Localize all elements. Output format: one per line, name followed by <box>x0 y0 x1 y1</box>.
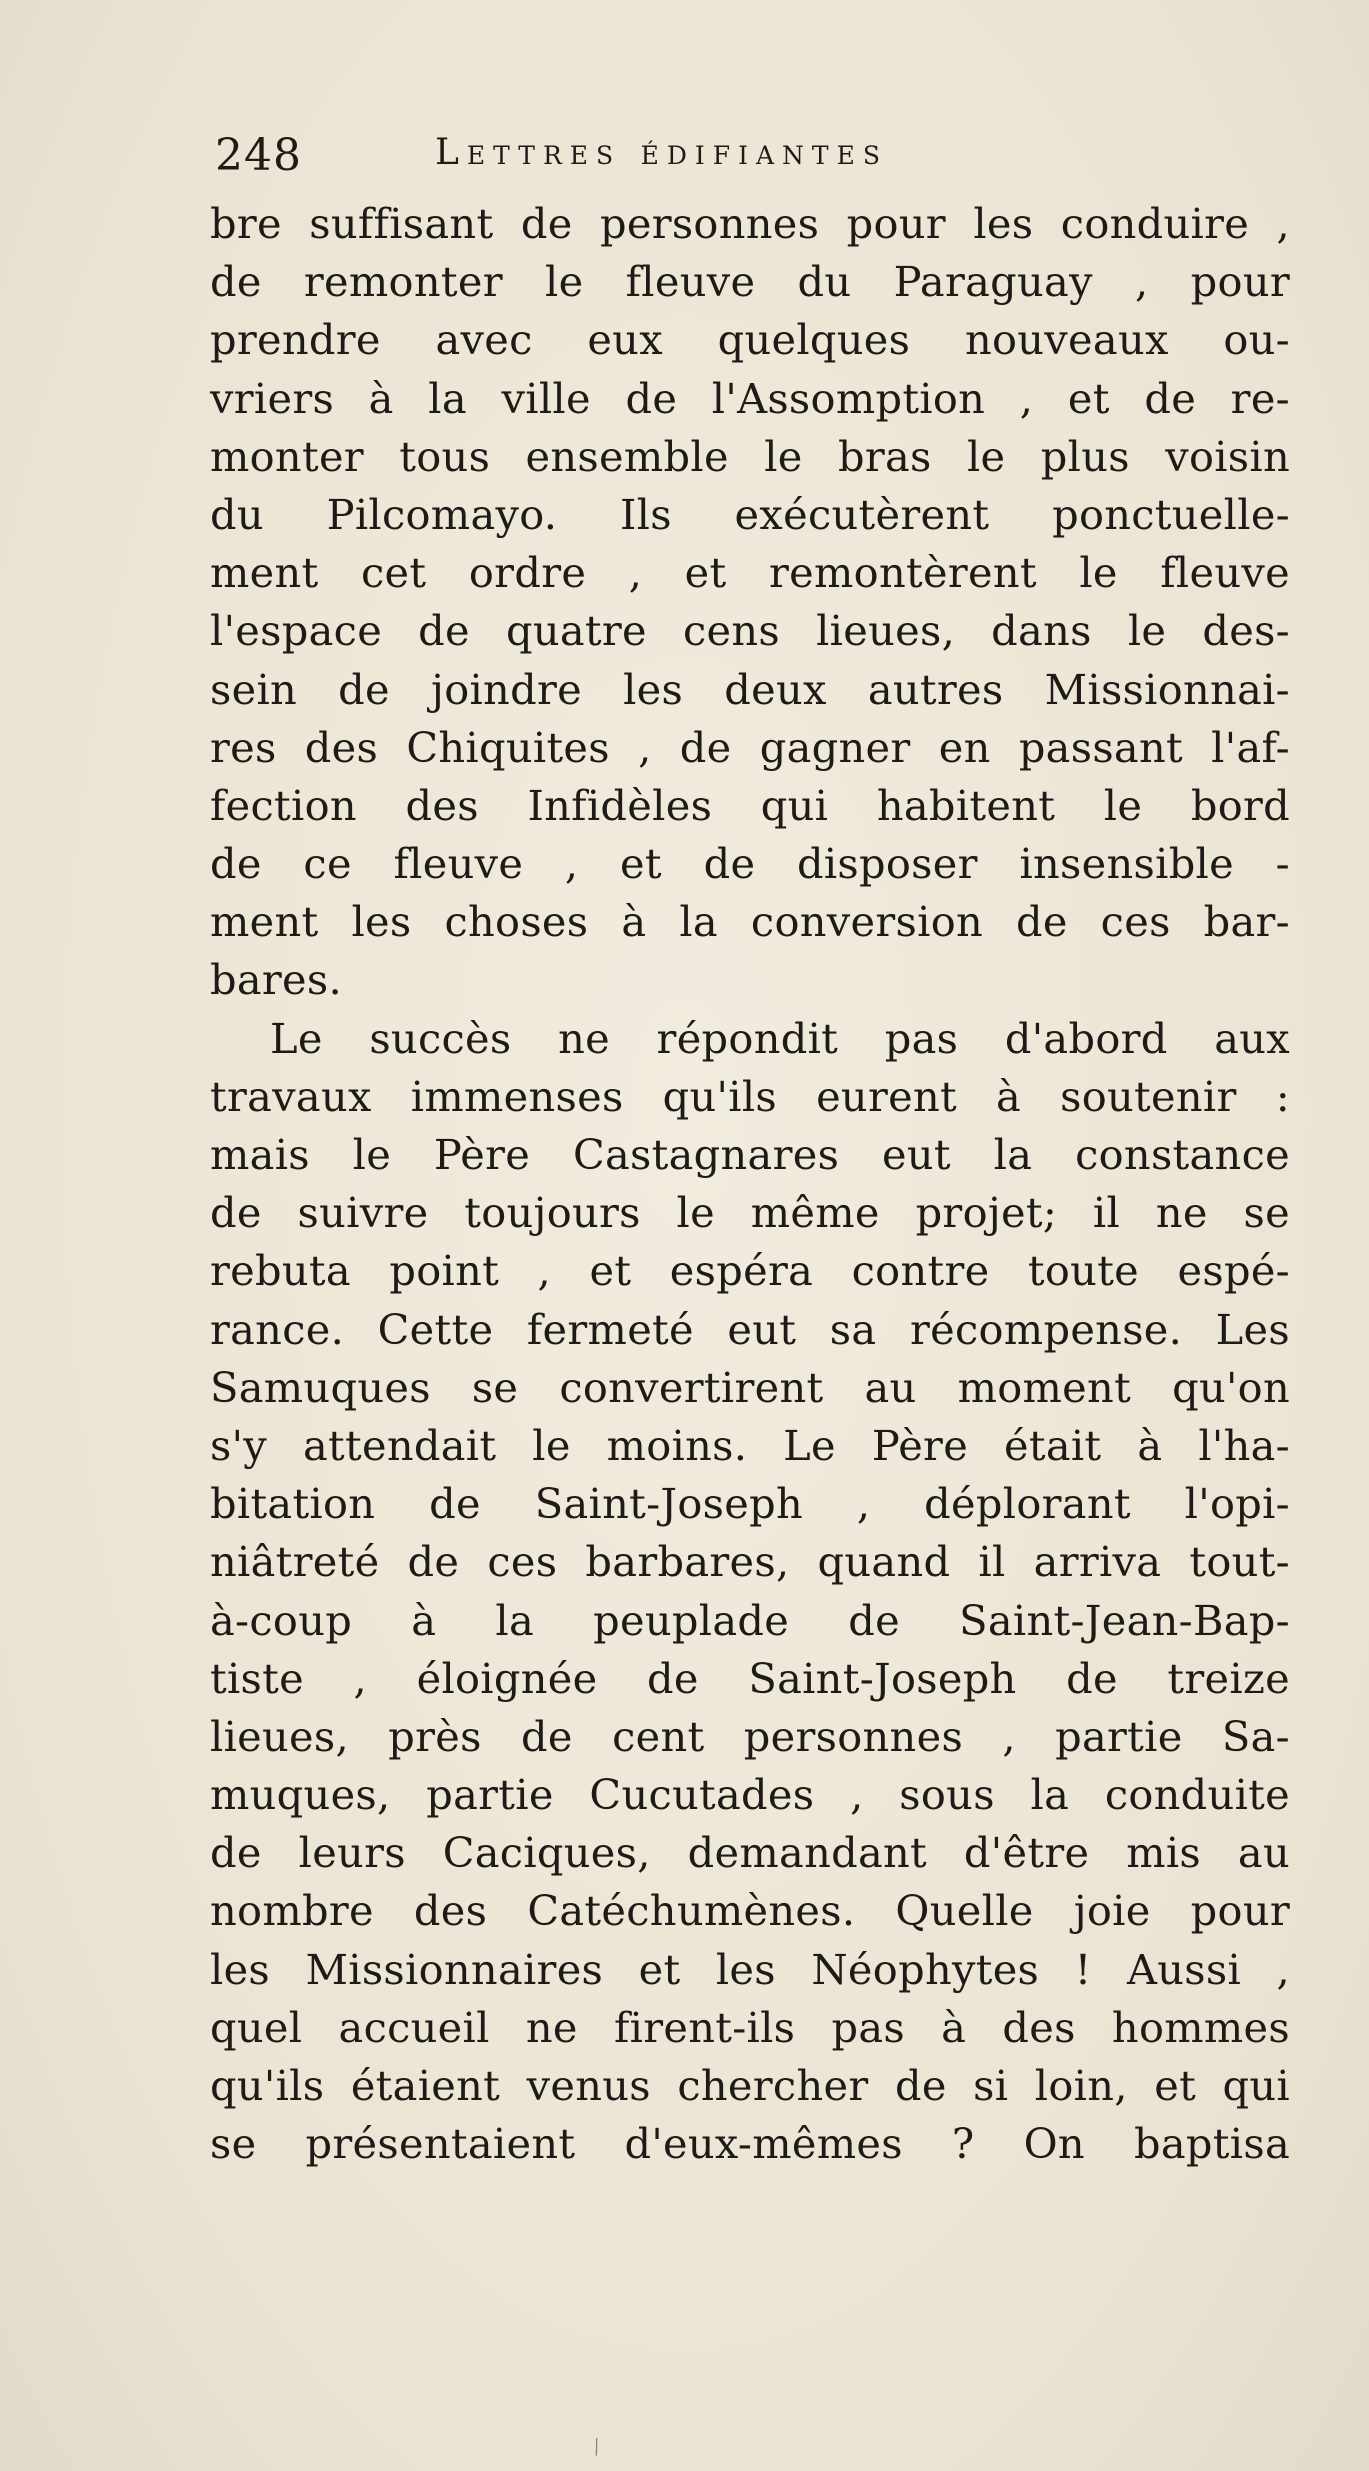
text-line: du Pilcomayo. Ils exécutèrent ponctuelle- <box>210 489 1290 539</box>
text-line: de ce fleuve , et de disposer insensible - <box>210 839 1290 889</box>
text-line: ment les choses à la conversion de ces bar- <box>210 897 1290 947</box>
text-line: prendre avec eux quelques nouveaux ou- <box>210 315 1290 365</box>
text-line: rebuta point , et espéra contre toute espé- <box>210 1246 1290 1296</box>
text-line: monter tous ensemble le bras le plus voisin <box>210 431 1290 481</box>
text-line: vriers à la ville de l'Assomption , et de re- <box>210 373 1290 423</box>
text-line: nombre des Catéchumènes. Quelle joie pour <box>210 1886 1290 1936</box>
text-line: tiste , éloignée de Saint-Joseph de treize <box>210 1653 1290 1703</box>
text-line: bitation de Saint-Joseph , déplorant l'opi- <box>210 1479 1290 1529</box>
text-line: rance. Cette fermeté eut sa récompense. Les <box>210 1304 1290 1354</box>
body-text <box>210 195 1290 2173</box>
text-line: Le succès ne répondit pas d'abord aux <box>270 1013 1290 1063</box>
text-line: les Missionnaires et les Néophytes ! Aussi , <box>210 1944 1290 1994</box>
text-line: l'espace de quatre cens lieues, dans le des- <box>210 606 1290 656</box>
text-line: ment cet ordre , et remontèrent le fleuve <box>210 548 1290 598</box>
text-line: à-coup à la peuplade de Saint-Jean-Bap- <box>210 1595 1290 1645</box>
text-line: s'y attendait le moins. Le Père était à l'ha- <box>210 1420 1290 1470</box>
running-title: Lettres édifiantes <box>435 132 888 173</box>
running-head <box>215 130 1165 200</box>
text-line: sein de joindre les deux autres Missionnai- <box>210 664 1290 714</box>
text-line: res des Chiquites , de gagner en passant l'af- <box>210 722 1290 772</box>
text-line: de remonter le fleuve du Paraguay , pour <box>210 257 1290 307</box>
text-line: qu'ils étaient venus chercher de si loin, et qui <box>210 2061 1290 2110</box>
text-line: bre suffisant de personnes pour les conduire , <box>210 199 1290 248</box>
stray-ink-mark: ⁄ <box>589 2435 605 2459</box>
text-line: mais le Père Castagnares eut la constance <box>210 1130 1290 1179</box>
text-line: fection des Infidèles qui habitent le bord <box>210 780 1290 830</box>
text-line: travaux immenses qu'ils eurent à soutenir : <box>210 1071 1290 1121</box>
text-line: bares. <box>210 955 342 1005</box>
text-line: se présentaient d'eux-mêmes ? On baptisa <box>210 2119 1290 2169</box>
text-line: niâtreté de ces barbares, quand il arriva tout- <box>210 1537 1290 1587</box>
text-line: Samuques se convertirent au moment qu'on <box>210 1362 1290 1412</box>
page-number: 248 <box>215 130 302 181</box>
text-line: de leurs Caciques, demandant d'être mis au <box>210 1828 1290 1878</box>
text-line: muques, partie Cucutades , sous la conduite <box>210 1770 1290 1820</box>
text-line: de suivre toujours le même projet; il ne se <box>210 1188 1290 1238</box>
text-line: quel accueil ne firent-ils pas à des hommes <box>210 2002 1290 2052</box>
text-line: lieues, près de cent personnes , partie Sa- <box>210 1711 1290 1761</box>
